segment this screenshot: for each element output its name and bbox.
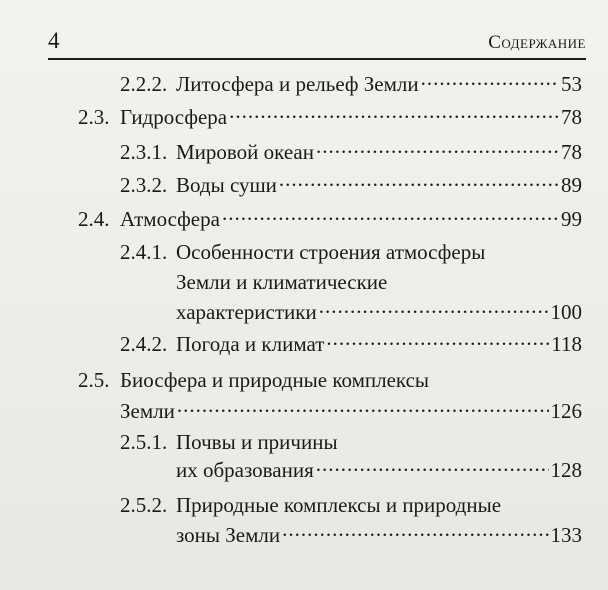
toc-entry-page: 128 [550,458,582,482]
toc-entry-2-5 [78,366,582,426]
toc-entry-2-3-1 [120,138,582,167]
toc-entry-number: 2.4.1. [120,240,168,264]
toc-entry-title-line-1: Почвы и причины [176,430,338,454]
toc-entry-number: 2.5.1. [120,430,168,454]
toc-entry-title: Атмосфера [120,207,220,231]
toc-entry-page: 118 [551,332,582,356]
toc-entry-title-line-2: их образования [176,458,314,482]
toc-entry-2-4-1 [120,238,582,327]
toc-entry-title-line-1: Особенности строения атмосферы [176,240,486,264]
toc-entry-title-line-2: Земли и климатические [176,270,388,294]
dot-leader [316,139,559,159]
dot-leader [421,71,559,91]
toc-entry-page: 100 [550,300,582,324]
toc-entry-number: 2.2.2. [120,72,168,96]
toc-entry-page: 126 [550,399,582,423]
toc-entry-number: 2.5.2. [120,493,168,517]
dot-leader [282,522,548,542]
dot-leader [316,457,549,477]
toc-entry-number: 2.3.1. [120,140,168,164]
toc-entry-title-line-3: характеристики [176,300,317,324]
toc-entry-title-line-1: Природные комплексы и природные [176,493,502,517]
dot-leader [177,398,549,418]
toc-entry-title: Воды суши [176,173,277,197]
toc-entry-number: 2.3. [78,105,110,129]
toc-entry-page: 89 [561,173,582,197]
toc-entry-title: Гидросфера [120,105,228,129]
toc-entry-number: 2.3.2. [120,173,168,197]
dot-leader [319,299,549,319]
dot-leader [326,331,549,351]
dot-leader [222,206,559,226]
toc-entry-title: Погода и климат [176,332,325,356]
running-title: Содержание [488,32,586,53]
page-number: 4 [48,28,60,53]
toc-entry-title: Литосфера и рельеф Земли [176,72,419,96]
toc-entry-page: 78 [561,105,582,129]
toc-entry-2-4-2 [120,330,582,359]
toc-entry-2-5-2 [120,491,582,550]
toc-entry-page: 53 [561,72,582,96]
toc-entry-2-5-1 [120,428,582,485]
toc-entry-number: 2.4. [78,207,110,231]
dot-leader [279,172,559,192]
toc-entry-title-line-2: зоны Земли [176,523,281,547]
dot-leader [229,104,559,124]
toc-entry-page: 78 [561,140,582,164]
toc-entry-number: 2.4.2. [120,332,168,356]
toc-entry-title: Мировой океан [176,140,314,164]
toc-entry-2-2-2 [120,70,582,99]
toc-entry-2-4 [78,205,582,234]
toc-entry-number: 2.5. [78,368,110,392]
toc-entry-page: 99 [561,207,582,231]
toc-entry-2-3-2 [120,171,582,200]
toc-entry-page: 133 [550,523,582,547]
toc-entry-title-line-1: Биосфера и природные комплексы [120,368,430,392]
toc-entry-2-3 [78,103,582,132]
toc-entry-title-line-2: Земли [120,399,175,423]
